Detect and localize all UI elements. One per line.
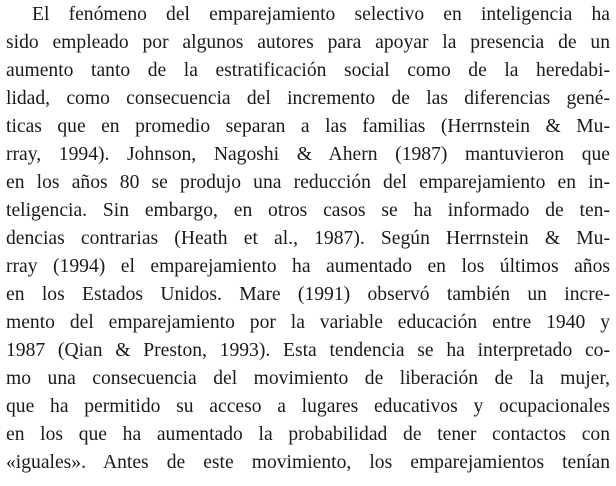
text-line: aumento tanto de la estratificación social como de la heredabi-: [6, 60, 610, 81]
text-line: en los años 80 se produjo una reducción del emparejamiento en in-: [6, 172, 610, 193]
text-line: sido empleado por algunos autores para apoyar la presencia de un: [6, 32, 610, 53]
text-line: teligencia. Sin embargo, en otros casos se ha informado de ten-: [6, 200, 610, 221]
text-line: dencias contrarias (Heath et al., 1987). Según Herrnstein & Mu-: [6, 228, 610, 249]
text-line: 1987 (Qian & Preston, 1993). Esta tendencia se ha interpretado co-: [6, 340, 610, 361]
text-line: mento del emparejamiento por la variable educación entre 1940 y: [6, 312, 610, 333]
text-line: El fenómeno del emparejamiento selectivo en inteligencia ha: [32, 4, 610, 25]
text-line: ticas que en promedio separan a las familias (Herrnstein & Mu-: [6, 116, 610, 137]
text-line: lidad, como consecuencia del incremento de las diferencias gené-: [6, 88, 610, 109]
text-line: mo una consecuencia del movimiento de liberación de la mujer,: [6, 368, 610, 389]
text-line: rray, 1994). Johnson, Nagoshi & Ahern (1987) mantuvieron que: [6, 144, 610, 165]
text-line: rray (1994) el emparejamiento ha aumentado en los últimos años: [6, 256, 610, 277]
text-line: en los Estados Unidos. Mare (1991) observó también un incre-: [6, 284, 610, 305]
document-page: [0, 2, 616, 486]
text-line: en los que ha aumentado la probabilidad de tener contactos con: [6, 424, 610, 445]
text-line: «iguales». Antes de este movimiento, los emparejamientos tenían: [6, 452, 610, 473]
text-line: que ha permitido su acceso a lugares educativos y ocupacionales: [6, 396, 610, 417]
